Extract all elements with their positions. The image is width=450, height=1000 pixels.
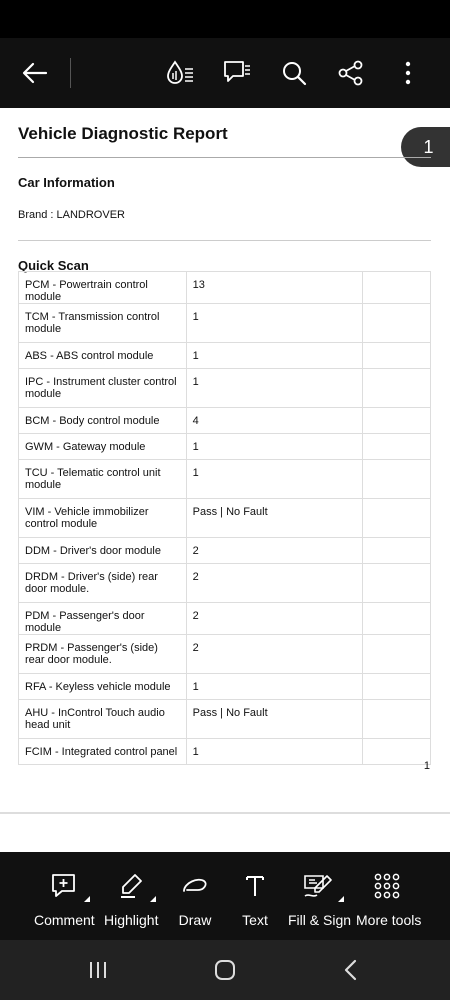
liquid-mode-icon[interactable] — [163, 56, 197, 90]
value-cell: 1 — [186, 343, 363, 369]
highlight-label: Highlight — [104, 912, 159, 928]
value-cell: 2 — [186, 564, 363, 603]
brand-line: Brand : LANDROVER — [18, 209, 125, 221]
back-icon[interactable] — [340, 957, 360, 983]
module-cell: IPC - Instrument cluster control module — [19, 369, 187, 408]
module-cell: ABS - ABS control module — [19, 343, 187, 369]
grid-icon — [374, 873, 400, 902]
report-title: Vehicle Diagnostic Report — [18, 124, 228, 143]
module-cell: GWM - Gateway module — [19, 434, 187, 460]
draw-label: Draw — [178, 912, 212, 928]
value-cell: 1 — [186, 304, 363, 343]
empty-cell — [363, 538, 431, 564]
value-cell: 2 — [186, 603, 363, 635]
document-view[interactable] — [0, 108, 450, 852]
quick-scan-table — [18, 271, 431, 765]
module-cell: TCU - Telematic control unit module — [19, 460, 187, 499]
table-row — [19, 343, 431, 369]
table-row — [19, 369, 431, 408]
empty-cell — [363, 603, 431, 635]
text-tool-button[interactable] — [236, 872, 274, 928]
value-cell: Pass | No Fault — [186, 499, 363, 538]
page-indicator-badge[interactable]: 1 — [401, 127, 450, 167]
value-cell: Pass | No Fault — [186, 700, 363, 739]
table-row — [19, 564, 431, 603]
highlight-icon — [117, 873, 145, 902]
value-cell: 1 — [186, 674, 363, 700]
empty-cell — [363, 460, 431, 499]
toolbar-divider — [70, 58, 71, 88]
page-separator — [0, 812, 450, 814]
table-row — [19, 603, 431, 635]
module-cell: VIM - Vehicle immobilizer control module — [19, 499, 187, 538]
text-label: Text — [242, 912, 268, 928]
empty-cell — [363, 499, 431, 538]
comment-icon — [51, 873, 77, 902]
status-bar — [0, 0, 450, 38]
table-row — [19, 739, 431, 765]
table-row — [19, 408, 431, 434]
table-row — [19, 272, 431, 304]
share-icon[interactable] — [334, 56, 368, 90]
fill-sign-tool-button[interactable] — [288, 872, 350, 928]
comment-label: Comment — [34, 912, 95, 928]
fill-sign-icon — [303, 872, 335, 903]
empty-cell — [363, 564, 431, 603]
page-number: 1 — [423, 760, 430, 772]
module-cell: PRDM - Passenger's (side) rear door module. — [19, 635, 187, 674]
comments-list-icon[interactable] — [220, 56, 254, 90]
value-cell: 2 — [186, 635, 363, 674]
table-row — [19, 460, 431, 499]
empty-cell — [363, 304, 431, 343]
draw-icon — [181, 876, 209, 899]
module-cell: TCM - Transmission control module — [19, 304, 187, 343]
empty-cell — [363, 739, 431, 765]
car-info-heading: Car Information — [18, 175, 115, 190]
module-cell: DDM - Driver's door module — [19, 538, 187, 564]
title-divider — [18, 157, 431, 158]
value-cell: 4 — [186, 408, 363, 434]
more-tools-label: More tools — [356, 912, 422, 928]
module-cell: PCM - Powertrain control module — [19, 272, 187, 304]
bottom-toolbar — [0, 852, 450, 940]
value-cell: 1 — [186, 460, 363, 499]
empty-cell — [363, 272, 431, 304]
comment-tool-button[interactable] — [34, 872, 94, 928]
module-cell: AHU - InControl Touch audio head unit — [19, 700, 187, 739]
value-cell: 13 — [186, 272, 363, 304]
section-divider — [18, 240, 431, 241]
table-row — [19, 304, 431, 343]
more-vert-icon[interactable] — [391, 56, 425, 90]
module-cell: FCIM - Integrated control panel — [19, 739, 187, 765]
highlight-tool-button[interactable] — [104, 872, 158, 928]
fill-sign-label: Fill & Sign — [288, 912, 352, 928]
module-cell: DRDM - Driver's (side) rear door module. — [19, 564, 187, 603]
empty-cell — [363, 408, 431, 434]
search-icon[interactable] — [277, 56, 311, 90]
empty-cell — [363, 635, 431, 674]
table-row — [19, 674, 431, 700]
value-cell: 2 — [186, 538, 363, 564]
table-row — [19, 538, 431, 564]
home-icon[interactable] — [212, 957, 238, 983]
value-cell: 1 — [186, 434, 363, 460]
empty-cell — [363, 700, 431, 739]
value-cell: 1 — [186, 369, 363, 408]
text-icon — [245, 875, 265, 900]
module-cell: RFA - Keyless vehicle module — [19, 674, 187, 700]
table-row — [19, 700, 431, 739]
empty-cell — [363, 434, 431, 460]
back-arrow-icon[interactable] — [18, 56, 52, 90]
table-row — [19, 434, 431, 460]
table-row — [19, 499, 431, 538]
module-cell: BCM - Body control module — [19, 408, 187, 434]
module-cell: PDM - Passenger's door module — [19, 603, 187, 635]
system-nav-bar — [0, 940, 450, 1000]
table-row — [19, 635, 431, 674]
draw-tool-button[interactable] — [174, 872, 216, 928]
top-toolbar — [0, 38, 450, 108]
empty-cell — [363, 343, 431, 369]
empty-cell — [363, 674, 431, 700]
value-cell: 1 — [186, 739, 363, 765]
empty-cell — [363, 369, 431, 408]
recents-icon[interactable] — [86, 957, 110, 983]
quick-scan-heading: Quick Scan — [18, 258, 89, 273]
more-tools-button[interactable] — [356, 872, 422, 928]
